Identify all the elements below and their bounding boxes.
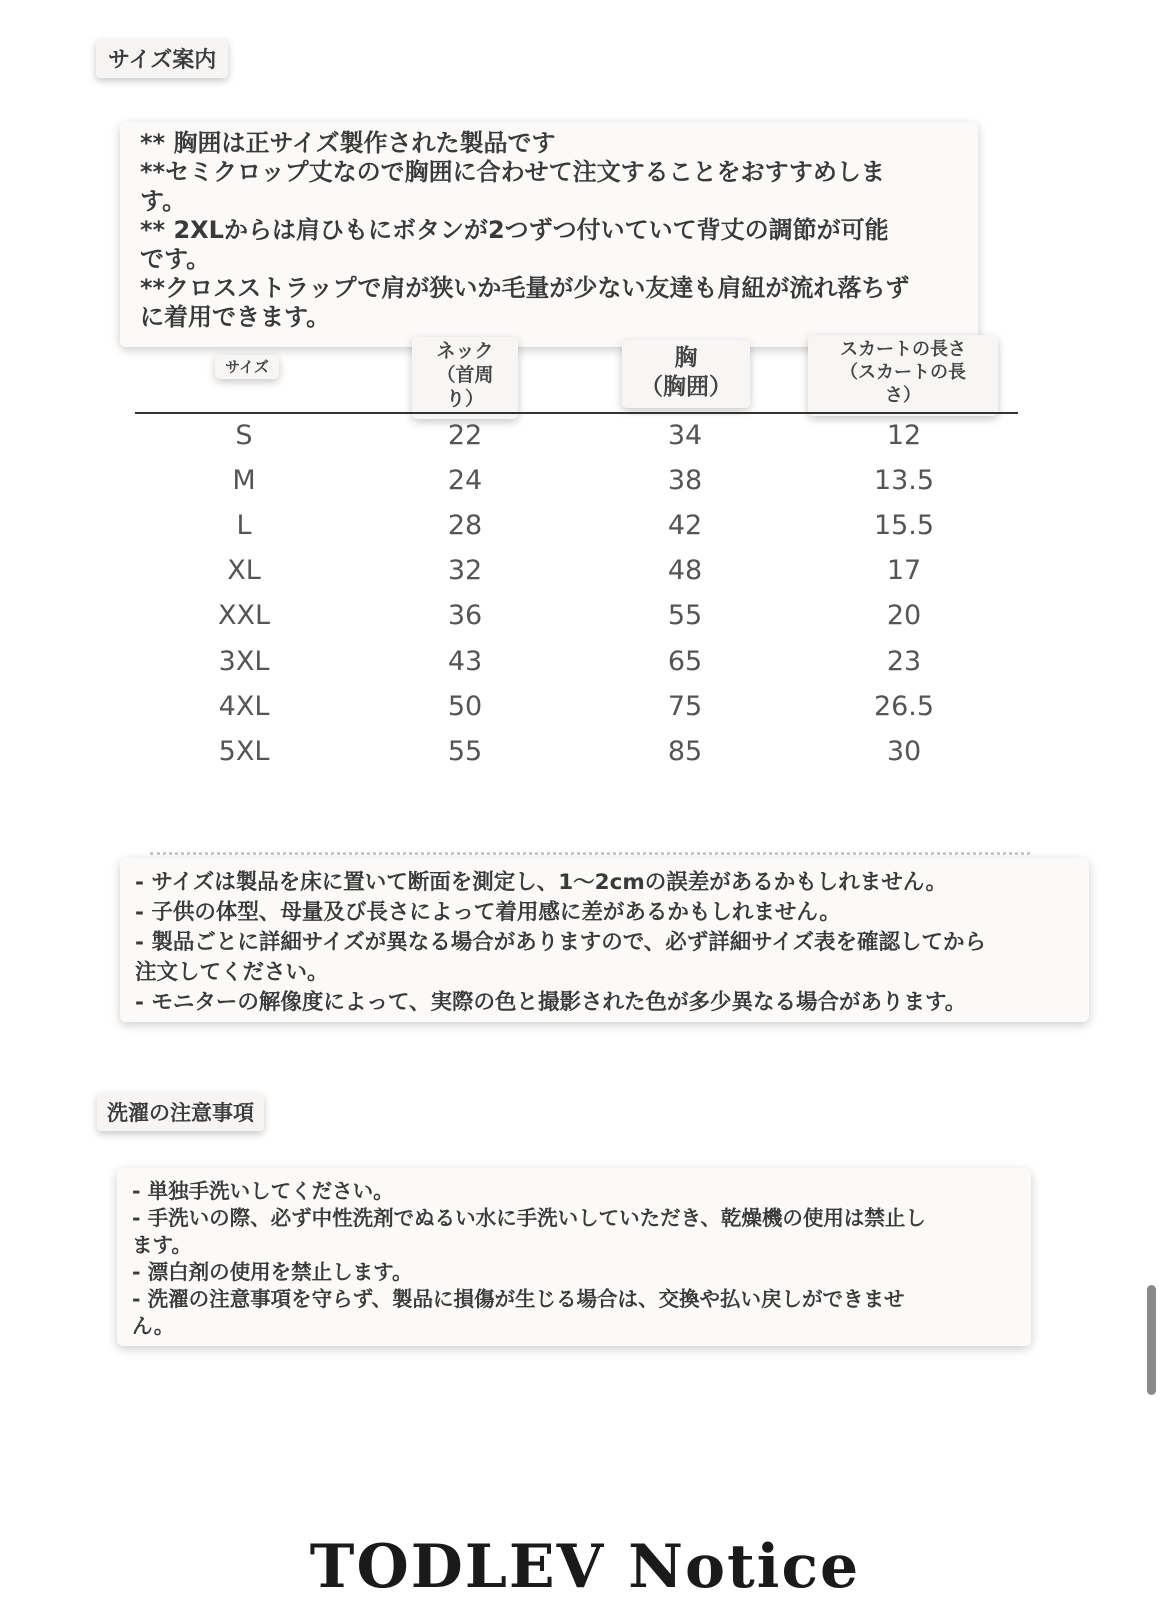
- header-neck-line: ネック: [436, 340, 494, 362]
- cell-skirt: 23: [886, 646, 922, 677]
- wash-line: - 洗濯の注意事項を守らず、製品に損傷が生じる場合は、交換や払い戻しができませ: [132, 1287, 905, 1311]
- cell-skirt: 30: [886, 736, 922, 767]
- cell-chest: 55: [667, 600, 703, 631]
- note-line: に着用できます。: [140, 303, 331, 331]
- washing-notes-card: [117, 1168, 1031, 1346]
- footer-title: TODLEV Notice: [309, 1532, 861, 1602]
- size-guide-title: サイズ案内: [96, 39, 228, 78]
- cell-size: M: [232, 465, 256, 496]
- cell-skirt: 13.5: [873, 465, 935, 496]
- cell-skirt: 17: [886, 555, 922, 586]
- cell-chest: 38: [667, 465, 703, 496]
- cell-neck: 43: [447, 646, 483, 677]
- header-skirt-line: さ）: [885, 385, 921, 406]
- table-header-rule: [135, 412, 1018, 414]
- note-line: ** 胸囲は正サイズ製作された製品です: [140, 129, 556, 157]
- header-skirt-line: （スカートの長: [840, 362, 966, 383]
- cell-size: 5XL: [218, 736, 270, 767]
- size-notice-card: [120, 858, 1089, 1022]
- size-notes-card: [120, 122, 978, 347]
- cell-chest: 34: [667, 420, 703, 451]
- cell-size: 3XL: [218, 646, 270, 677]
- header-size: サイズ: [215, 355, 279, 379]
- wash-line: - 単独手洗いしてください。: [132, 1179, 394, 1203]
- notice-line: 注文してください。: [135, 960, 329, 985]
- cell-chest: 85: [667, 736, 703, 767]
- note-line: **クロスストラップで肩が狭いか毛量が少ない友達も肩紐が流れ落ちず: [140, 274, 910, 302]
- header-skirt-line: スカートの長さ: [840, 339, 966, 360]
- cell-size: XL: [227, 555, 261, 586]
- note-line: **セミクロップ丈なので胸囲に合わせて注文することをおすすめしま: [140, 158, 885, 186]
- header-neck: [412, 337, 518, 419]
- wash-line: ん。: [132, 1314, 175, 1338]
- cell-size: XXL: [217, 600, 271, 631]
- cell-size: L: [236, 510, 252, 541]
- scrollbar-thumb[interactable]: [1147, 1285, 1156, 1395]
- cell-skirt: 12: [886, 420, 922, 451]
- header-neck-line: （首周: [436, 364, 494, 386]
- cell-neck: 50: [447, 691, 483, 722]
- cell-neck: 36: [447, 600, 483, 631]
- cell-size: 4XL: [218, 691, 270, 722]
- cell-skirt: 26.5: [873, 691, 935, 722]
- header-skirt-length: [808, 335, 998, 416]
- notice-line: - サイズは製品を床に置いて断面を測定し、1〜2cmの誤差があるかもしれません。: [135, 870, 948, 895]
- cell-chest: 75: [667, 691, 703, 722]
- cell-neck: 28: [447, 510, 483, 541]
- header-chest: [622, 340, 750, 408]
- cell-neck: 22: [447, 420, 483, 451]
- cell-size: S: [235, 420, 253, 451]
- header-neck-line: り）: [445, 388, 484, 410]
- note-line: す。: [140, 187, 187, 215]
- cell-chest: 65: [667, 646, 703, 677]
- washing-title: 洗濯の注意事項: [97, 1093, 264, 1131]
- notice-line: - 製品ごとに詳細サイズが異なる場合がありますので、必ず詳細サイズ表を確認してから: [135, 930, 987, 955]
- header-chest-line: 胸: [674, 345, 698, 371]
- notice-line: - モニターの解像度によって、実際の色と撮影された色が多少異なる場合があります。: [135, 990, 967, 1015]
- cell-neck: 55: [447, 736, 483, 767]
- cell-chest: 48: [667, 555, 703, 586]
- note-line: です。: [140, 245, 211, 273]
- wash-line: - 手洗いの際、必ず中性洗剤でぬるい水に手洗いしていただき、乾燥機の使用は禁止し: [132, 1206, 926, 1230]
- cell-neck: 24: [447, 465, 483, 496]
- wash-line: ます。: [132, 1233, 192, 1257]
- wash-line: - 漂白剤の使用を禁止します。: [132, 1260, 413, 1284]
- cell-chest: 42: [667, 510, 703, 541]
- cell-skirt: 20: [886, 600, 922, 631]
- note-line: ** 2XLからは肩ひもにボタンが2つずつ付いていて背丈の調節が可能: [140, 216, 889, 244]
- cell-neck: 32: [447, 555, 483, 586]
- cell-skirt: 15.5: [873, 510, 935, 541]
- notice-line: - 子供の体型、母量及び長さによって着用感に差があるかもしれません。: [135, 900, 841, 925]
- header-chest-line: （胸囲）: [640, 374, 732, 400]
